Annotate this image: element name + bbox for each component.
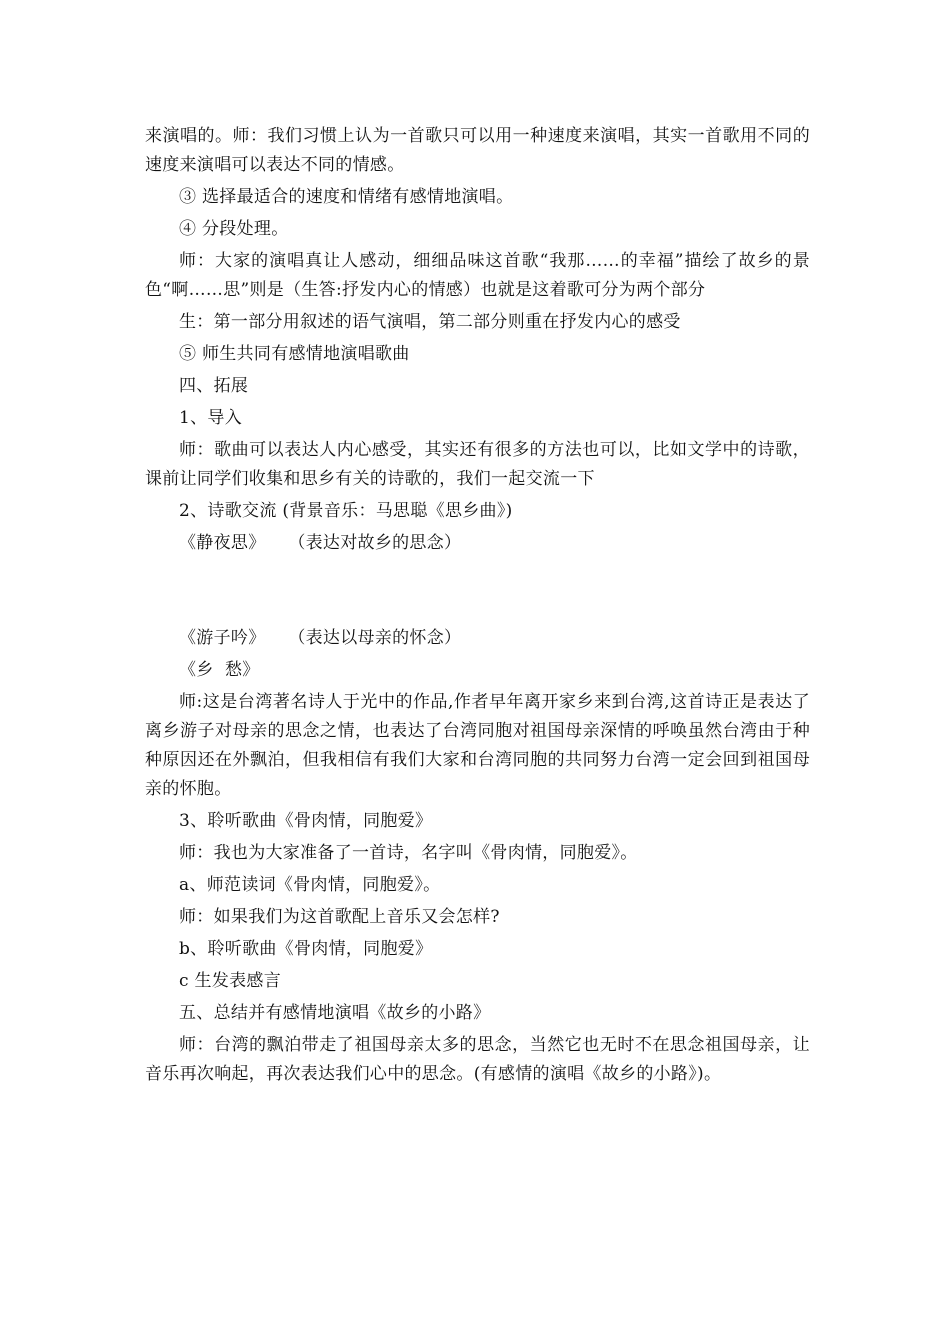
paragraph-step-a: a、师范读词《骨肉情，同胞爱》。 bbox=[179, 875, 441, 895]
paragraph-step-c: c 生发表感言 bbox=[179, 971, 282, 991]
poem-jing-ye-si: 《静夜思》 （表达对故乡的思念） bbox=[179, 533, 462, 553]
paragraph-student-answer: 生：第一部分用叙述的语气演唱，第二部分则重在抒发内心的感受 bbox=[179, 312, 681, 332]
heading-extension: 四、拓展 bbox=[179, 376, 249, 396]
poem-xiang-chou: 《乡 愁》 bbox=[179, 660, 260, 680]
document-body bbox=[145, 122, 810, 1092]
paragraph-step-4: ④ 分段处理。 bbox=[179, 219, 289, 239]
heading-poetry-exchange: 2、诗歌交流 (背景音乐：马思聪《思乡曲》) bbox=[179, 501, 513, 521]
paragraph-step-b: b、聆听歌曲《骨肉情，同胞爱》 bbox=[179, 939, 433, 959]
paragraph-step-3: ③ 选择最适合的速度和情绪有感情地演唱。 bbox=[179, 187, 514, 207]
paragraph-teacher-taiwan: 师:这是台湾著名诗人于光中的作品,作者早年离开家乡来到台湾,这首诗正是表达了离乡游子对母亲的思念之情，也表达了台湾同胞对祖国母亲深情的呼唤虽然台湾由于种种原因还在外飘泊，但我相信有我们大家和台湾同胞的共同努力台湾一定会回到祖国母亲的怀胞。 bbox=[145, 692, 810, 799]
paragraph-step-5: ⑤ 师生共同有感情地演唱歌曲 bbox=[179, 344, 410, 364]
poem-you-zi-yin: 《游子吟》 （表达以母亲的怀念） bbox=[179, 628, 462, 648]
heading-introduction: 1、导入 bbox=[179, 408, 243, 428]
paragraph-teacher-comment: 师：大家的演唱真让人感动，细细品味这首歌“我那……的幸福”描绘了故乡的景色“啊……思”则是（生答:抒发内心的情感）也就是这着歌可分为两个部分 bbox=[145, 251, 810, 300]
paragraph-teacher-question: 师：如果我们为这首歌配上音乐又会怎样? bbox=[179, 907, 500, 927]
paragraph-teacher-closing: 师：台湾的飘泊带走了祖国母亲太多的思念，当然它也无时不在思念祖国母亲，让音乐再次响起，再次表达我们心中的思念。(有感情的演唱《故乡的小路》)。 bbox=[145, 1035, 810, 1084]
heading-listen-song: 3、聆听歌曲《骨肉情，同胞爱》 bbox=[179, 811, 433, 831]
heading-summary: 五、总结并有感情地演唱《故乡的小路》 bbox=[179, 1003, 491, 1023]
paragraph-teacher-poem-prepared: 师：我也为大家准备了一首诗，名字叫《骨肉情，同胞爱》。 bbox=[179, 843, 638, 863]
paragraph-continued-text: 来演唱的。师：我们习惯上认为一首歌只可以用一种速度来演唱，其实一首歌用不同的速度来演唱可以表达不同的情感。 bbox=[145, 126, 810, 175]
paragraph-teacher-poetry-intro: 师：歌曲可以表达人内心感受，其实还有很多的方法也可以，比如文学中的诗歌，课前让同学们收集和思乡有关的诗歌的，我们一起交流一下 bbox=[145, 440, 810, 489]
